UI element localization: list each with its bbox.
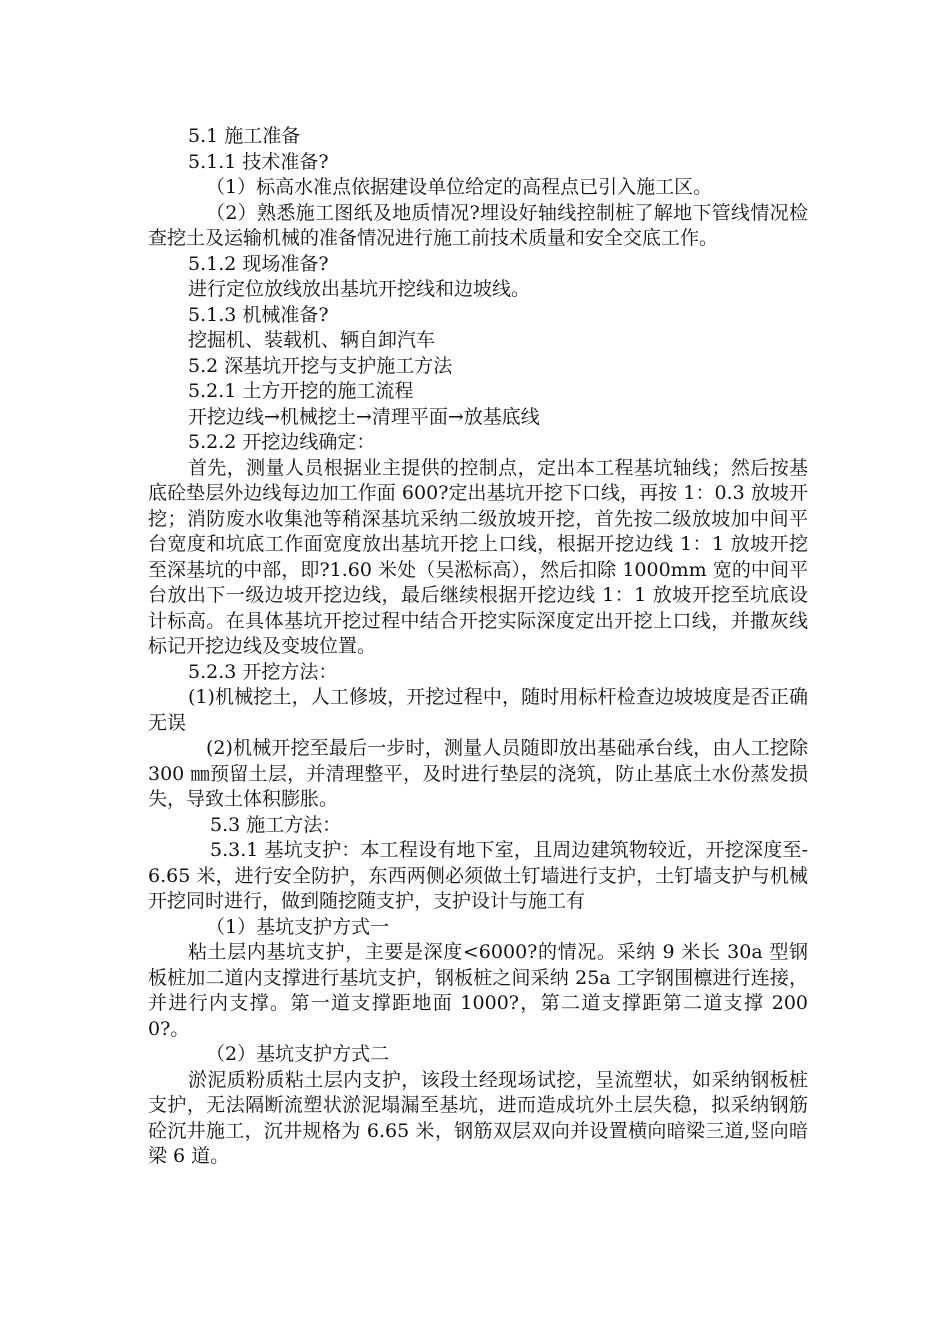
section-heading-5-1-1: 5.1.1 技术准备? (188, 150, 329, 173)
section-heading-5-3: 5.3 施工方法： (210, 813, 342, 836)
section-heading-5-1: 5.1 施工准备 (188, 125, 301, 147)
section-heading-5-2-3: 5.2.3 开挖方法： (188, 660, 338, 683)
paragraph-support-2: 淤泥质粉质粘土层内支护，该段土经现场试挖，呈流塑状，如采纳钢板桩支护，无法隔断流塑状淤泥塌漏至基坑，进而造成坑外土层失稳，拟采纳钢筋砼沉井施工，沉井规格为 6.65 米，钢筋双层双向并设置横向暗梁三道,竖向暗梁 6 道。 (148, 1068, 808, 1167)
document-body (148, 124, 808, 1170)
subheading-support-2: （2）基坑支护方式二 (206, 1043, 390, 1065)
paragraph-method-1: (1)机械挖土，人工修坡，开挖过程中，随时用标杆检查边坡坡度是否正确无误 (148, 686, 808, 734)
paragraph-process-flow: 开挖边线→机械挖土→清理平面→放基底线 (188, 405, 540, 428)
paragraph-machinery: 挖掘机、装载机、辆自卸汽车 (188, 329, 436, 351)
section-heading-5-2: 5.2 深基坑开挖与支护施工方法 (188, 354, 453, 377)
section-heading-5-1-3: 5.1.3 机械准备? (188, 303, 329, 326)
paragraph-support-1: 粘土层内基坑支护，主要是深度<6000?的情况。采纳 9 米长 30a 型钢板桩加二道内支撑进行基坑支护，钢板桩之间采纳 25a 工字钢围檩进行连接，并进行内支撑。第一道支撑距地面 1000?，第二道支撑距第二道支撑 2000?。 (148, 941, 808, 1040)
section-heading-5-2-2: 5.2.2 开挖边线确定： (188, 431, 376, 453)
paragraph-benchmark: （1）标高水准点依据建设单位给定的高程点已引入施工区。 (206, 176, 713, 198)
section-heading-5-1-2: 5.1.2 现场准备? (188, 252, 329, 275)
section-heading-5-2-1: 5.2.1 土方开挖的施工流程 (188, 380, 414, 402)
paragraph-excavation-lines: 首先，测量人员根据业主提供的控制点，定出本工程基坑轴线；然后按基底砼垫层外边线每边加工作面 600?定出基坑开挖下口线，再按 1：0.3 放坡开挖；消防废水收集池等稍深基坑采纳二级放坡开挖，首先按二级放坡加中间平台宽度和坑底工作面宽度放出基坑开挖上口线，根据开挖边线 1：1 放坡开挖至深基坑的中部，即?1.60 米处（吴淞标高），然后扣除 1000mm 宽的中间平台放出下一级边坡开挖边线，最后继续根据开挖边线 1：1 放坡开挖至坑底设计标高。在具体基坑开挖过程中结合开挖实际深度定出开挖上口线，并撒灰线标记开挖边线及变坡位置。 (148, 456, 808, 657)
paragraph-method-2: (2)机械开挖至最后一步时，测量人员随即放出基础承台线，由人工挖除 300 ㎜预留土层，并清理整平，及时进行垫层的浇筑，防止基底土水份蒸发损失，导致土体积膨胀。 (148, 737, 808, 810)
paragraph-drawings: （2）熟悉施工图纸及地质情况?埋设好轴线控制桩了解地下管线情况检查挖土及运输机械的准备情况进行施工前技术质量和安全交底工作。 (148, 201, 808, 249)
paragraph-site-prep: 进行定位放线放出基坑开挖线和边坡线。 (188, 278, 531, 300)
paragraph-support: 5.3.1 基坑支护：本工程设有地下室，且周边建筑物较近，开挖深度至-6.65 米，进行安全防护，东西两侧必须做土钉墙进行支护，土钉墙支护与机械开挖同时进行，做到随挖随支护，支护设计与施工有 (148, 839, 808, 912)
subheading-support-1: （1）基坑支护方式一 (206, 915, 390, 938)
